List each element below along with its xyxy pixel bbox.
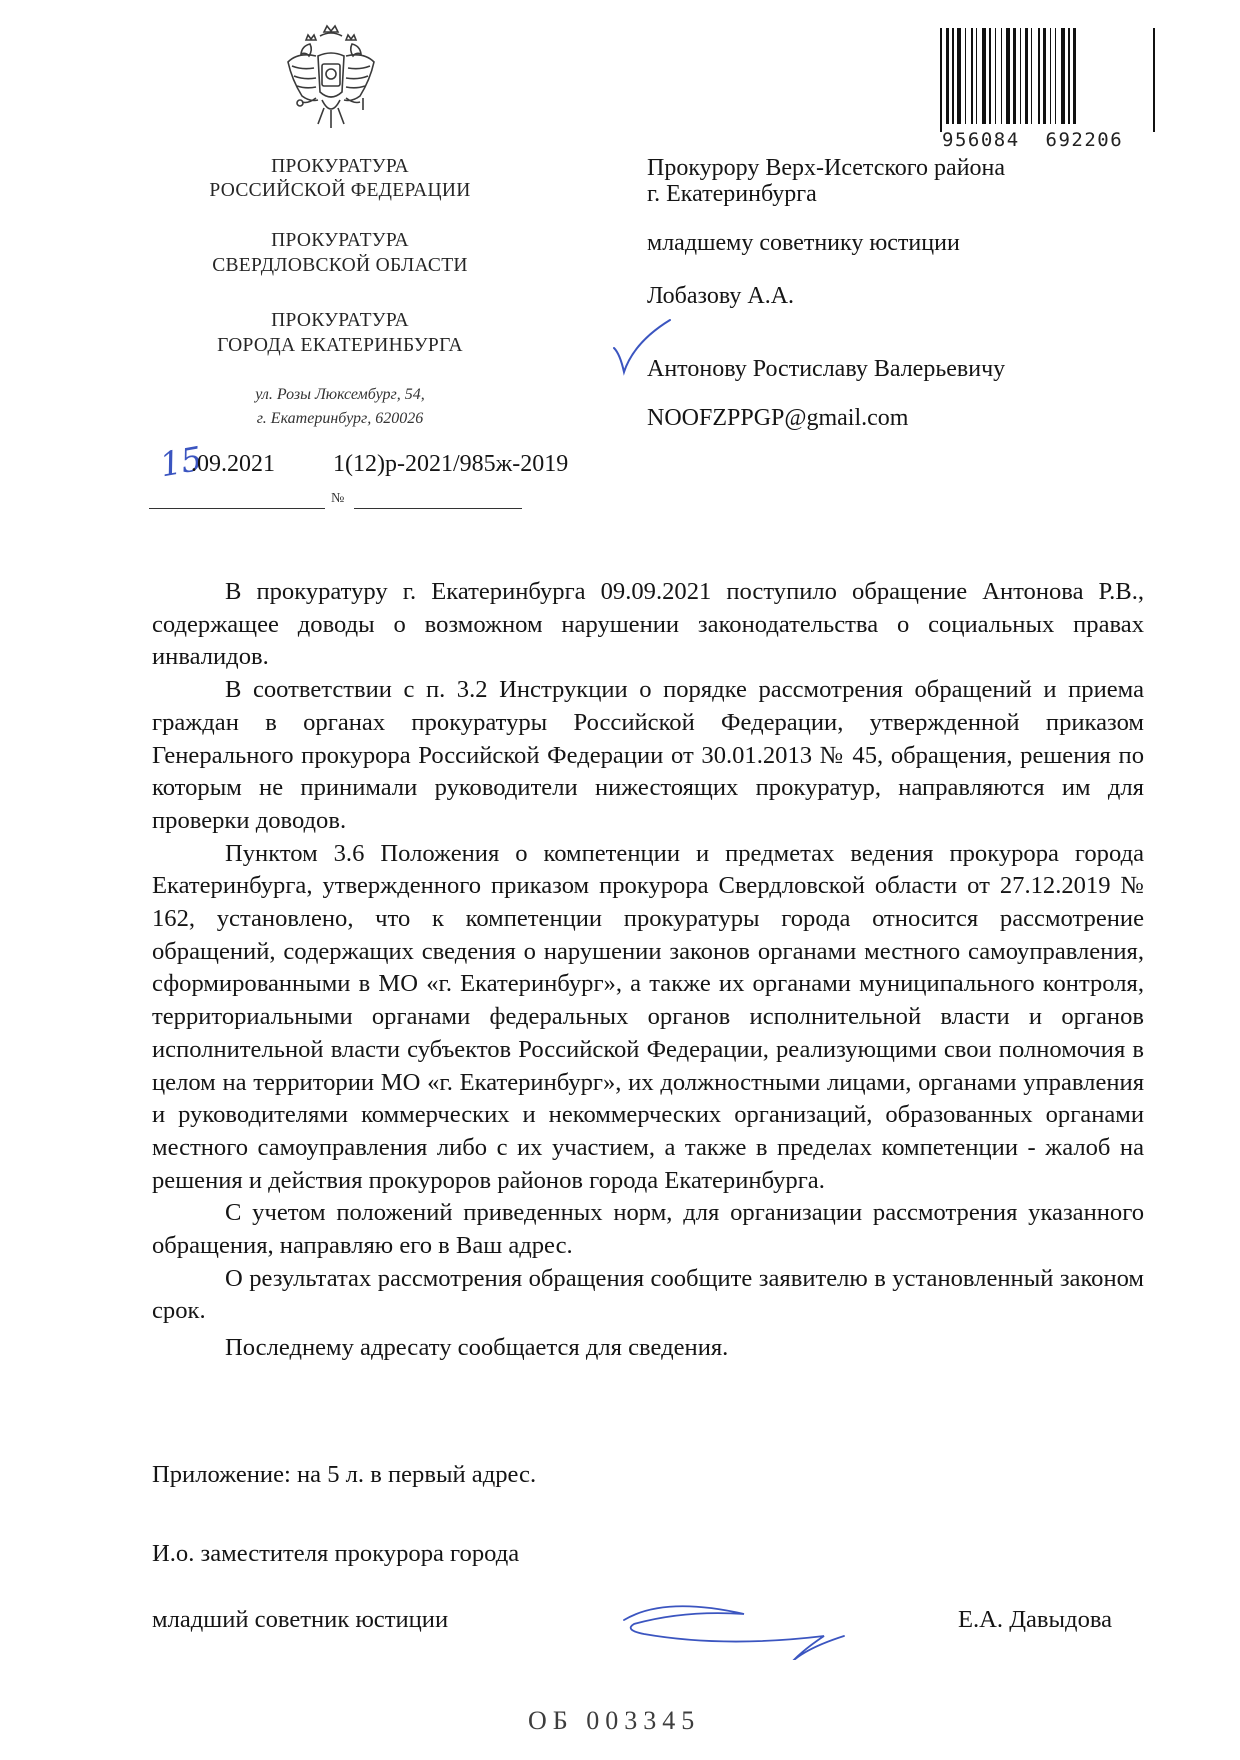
body-paragraph-2: В соответствии с п. 3.2 Инструкции о порядке рассмотрения обращений и приема граждан в органах прокуратуры Российской Федерации, утвержденной приказом Генерального прокурора Российской Федерации от 30.01.2013 № 45, обращения, решения по которым не принимали руководители нижестоящих прокуратур, направляются им для проверки доводов. (152, 676, 1144, 834)
addressee-line6: NOOFZPPGP@gmail.com (647, 405, 909, 431)
body-paragraph-6: Последнему адресату сообщается для сведения. (225, 1334, 729, 1362)
body-paragraph-5: О результатах рассмотрения обращения сообщите заявителю в установленный законом срок. (152, 1264, 1144, 1325)
body-paragraph-1: В прокуратуру г. Екатеринбурга 09.09.2021 поступило обращение Антонова Р.В., содержащее доводы о возможном нарушении законодательства о социальных правах инвалидов. (152, 578, 1144, 671)
barcode-bar (946, 28, 949, 124)
barcode-bar (976, 28, 977, 124)
date-underline (149, 508, 325, 509)
letter-body (152, 576, 1144, 1365)
form-serial-number: ОБ 003345 (528, 1706, 701, 1735)
barcode-bar (1061, 28, 1065, 124)
barcode-bar (971, 28, 973, 124)
barcode-bar (1001, 28, 1002, 124)
signer-rank: младший советник юстиции (152, 1606, 449, 1633)
signer-position: И.о. заместителя прокурора города (152, 1540, 520, 1567)
signer-name: Е.А. Давыдова (958, 1606, 1113, 1633)
sender-org1-line2: РОССИЙСКОЙ ФЕДЕРАЦИИ (209, 180, 471, 201)
addressee-line2: г. Екатеринбурга (647, 181, 817, 207)
barcode-bar (1068, 28, 1070, 124)
coat-of-arms-emblem-icon (280, 22, 382, 138)
barcode-bar (1013, 28, 1016, 124)
barcode-bar (1038, 28, 1040, 124)
body-paragraph-3: Пунктом 3.6 Положения о компетенции и предметах ведения прокурора города Екатеринбурга, утвержденного приказом прокурора Свердловской области от 27.12.2019 № 162, установлено, что к компетенции прокуратуры города относится рассмотрение обращений, содержащих сведения о нарушении законов органами местного самоуправления, сформированными в МО «г. Екатеринбург», а также их органами муниципального контроля, территориальными органами федеральных органов исполнительной власти и органов исполнительной власти субъектов Российской Федерации, реализующими свои полномочия в целом на территории МО «г. Екатеринбург», их должностными лицами, органами управления и руководителями коммерческих и некоммерческих организаций, образованных органами местного самоуправления либо с их участием, а также в пределах компетенции - жалоб на решения и действия прокуроров районов города Екатеринбурга. (152, 839, 1144, 1194)
handwritten-signature (604, 1580, 904, 1660)
barcode-bar (1006, 28, 1010, 124)
barcode-number: 956084 692206 (942, 129, 1124, 151)
barcode-bar (1031, 28, 1032, 124)
barcode-bar (1025, 28, 1028, 124)
date-typed: .09.2021 (191, 451, 275, 477)
addressee-line5: Антонову Ростиславу Валерьевичу (647, 356, 1006, 382)
date-handwritten-day: 15 (156, 438, 206, 485)
sender-org3-line2: ГОРОДА ЕКАТЕРИНБУРГА (217, 335, 463, 356)
barcode-icon (940, 28, 1155, 132)
addressee-line1: Прокурору Верх-Исетского района (647, 155, 1006, 181)
registration-number: 1(12)р-2021/985ж-2019 (333, 451, 569, 477)
sender-org2-line1: ПРОКУРАТУРА (271, 230, 409, 251)
barcode-bar (995, 28, 996, 124)
barcode-bar (982, 28, 986, 124)
sender-address-line1: ул. Розы Люксембург, 54, (255, 386, 425, 403)
barcode-bar (1055, 28, 1056, 124)
barcode-bar (965, 28, 966, 124)
sender-address-line2: г. Екатеринбург, 620026 (256, 410, 424, 427)
barcode-bar (1043, 28, 1046, 124)
addressee-line4: Лобазову А.А. (647, 283, 795, 309)
barcode-bar (1050, 28, 1051, 124)
number-sign: № (331, 491, 345, 506)
sender-org2-line2: СВЕРДЛОВСКОЙ ОБЛАСТИ (212, 255, 468, 276)
body-paragraph-4: С учетом положений приведенных норм, для организации рассмотрения указанного обращения, направляю его в Ваш адрес. (152, 1199, 1144, 1260)
sender-org3-line1: ПРОКУРАТУРА (271, 310, 409, 331)
number-underline (354, 508, 522, 509)
barcode-bar (989, 28, 991, 124)
barcode-bar (1073, 28, 1076, 124)
barcode-bar (1020, 28, 1021, 124)
attachment-note: Приложение: на 5 л. в первый адрес. (152, 1461, 537, 1488)
sender-org1-line1: ПРОКУРАТУРА (271, 156, 409, 177)
barcode-bar (957, 28, 961, 124)
barcode-bar (952, 28, 954, 124)
addressee-line3: младшему советнику юстиции (647, 230, 960, 256)
